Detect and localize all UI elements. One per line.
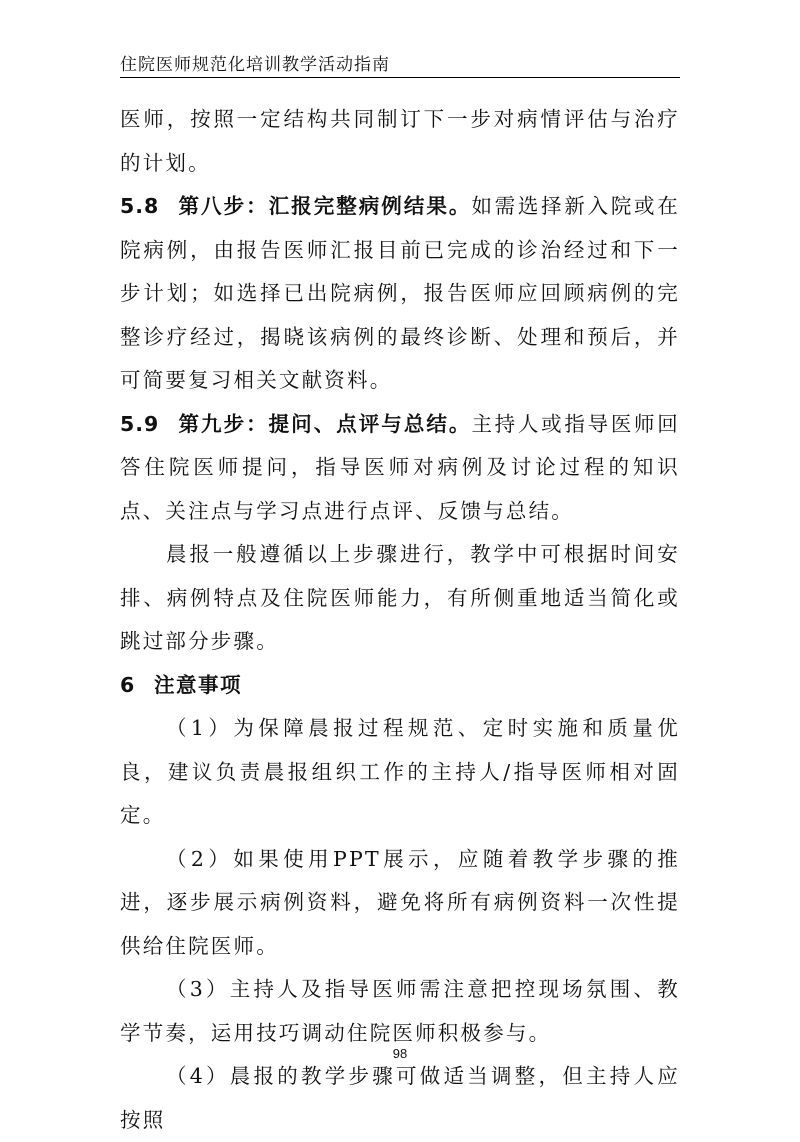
paragraph-note-1: （1）为保障晨报过程规范、定时实施和质量优良，建议负责晨报组织工作的主持人/指导医师相对固定。 — [120, 716, 680, 827]
paragraph-step-9 — [120, 403, 680, 534]
paragraph-summary: 晨报一般遵循以上步骤进行，教学中可根据时间安排、病例特点及住院医师能力，有所侧重地适当简化或跳过部分步骤。 — [120, 542, 680, 653]
section-heading — [120, 664, 680, 708]
header-divider — [120, 77, 680, 78]
paragraph-note-2: （2）如果使用PPT展示，应随着教学步骤的推进，逐步展示病例资料，避免将所有病例资料一次性提供给住院医师。 — [120, 846, 680, 958]
paragraph-note-3: （3）主持人及指导医师需注意把控现场氛围、教学节奏，运用技巧调动住院医师积极参与。 — [120, 977, 680, 1045]
section-number: 6 — [120, 672, 136, 697]
paragraph-text: 如需选择新入院或在院病例，由报告医师汇报目前已完成的诊治经过和下一步计划；如选择已出院病例，报告医师应回顾病例的完整诊疗经过，揭晓该病例的最终诊断、处理和预后，并可简要复习相关文献资料。 — [120, 194, 680, 392]
page-number: 98 — [392, 1046, 408, 1061]
section-number: 5.8 — [120, 194, 160, 218]
paragraph-note-4: （4）晨报的教学步骤可做适当调整，但主持人应按照 — [120, 1064, 680, 1132]
step-heading: 第九步：提问、点评与总结。 — [178, 411, 472, 436]
page-body — [120, 98, 680, 1142]
step-heading: 第八步：汇报完整病例结果。 — [178, 194, 472, 218]
running-header: 住院医师规范化培训教学活动指南 — [120, 55, 390, 75]
paragraph-text: 主持人或指导医师回答住院医师提问，指导医师对病例及讨论过程的知识点、关注点与学习点进行点评、反馈与总结。 — [120, 411, 680, 523]
section-number: 5.9 — [120, 411, 160, 436]
paragraph-step-8 — [120, 185, 680, 403]
section-title: 注意事项 — [154, 672, 242, 697]
paragraph-continuation: 医师，按照一定结构共同制订下一步对病情评估与治疗的计划。 — [120, 107, 680, 175]
